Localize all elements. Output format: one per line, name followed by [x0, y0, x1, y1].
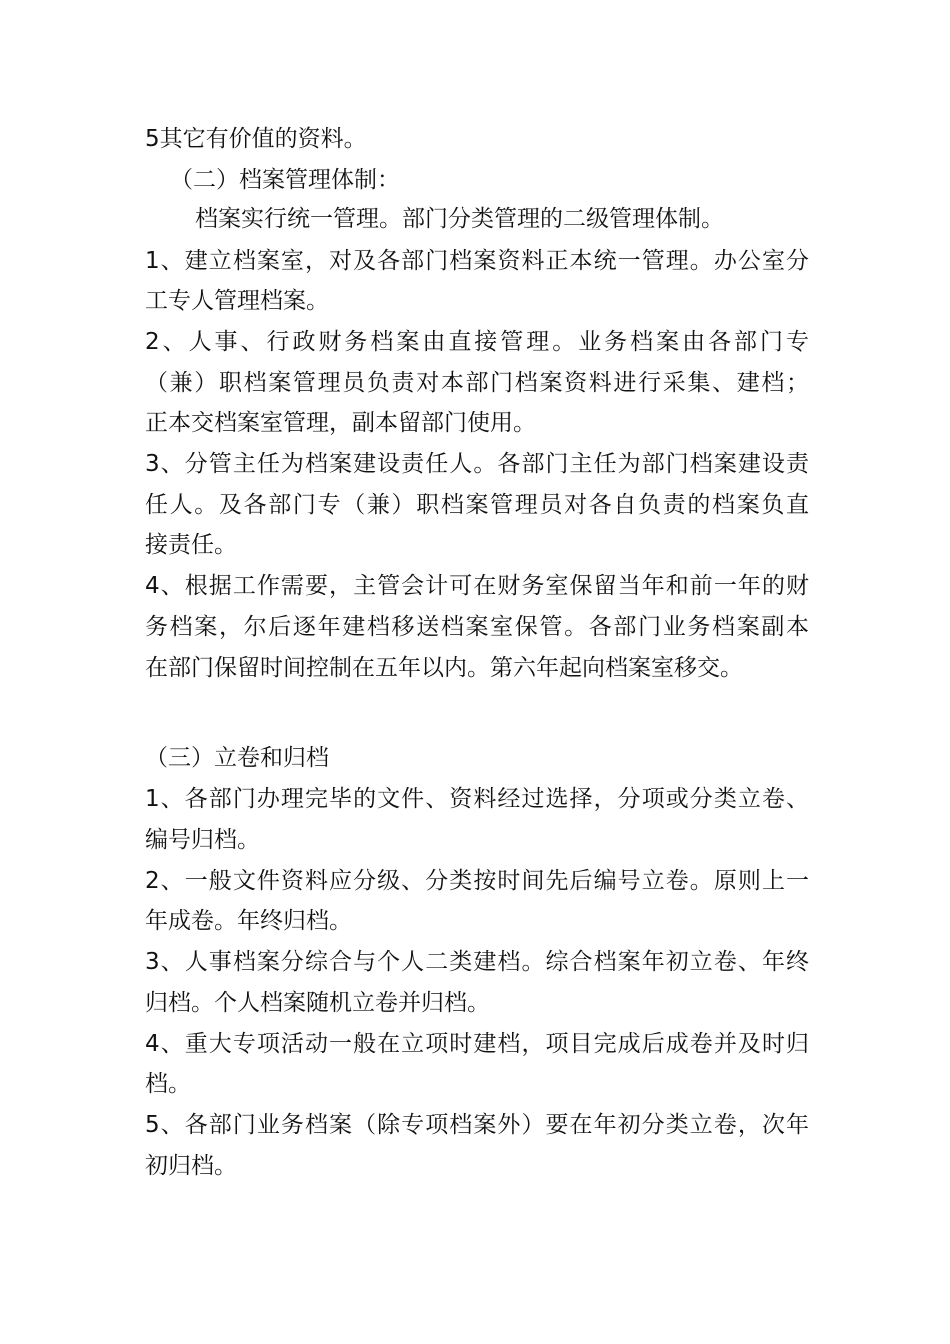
text-line-11: 接责任。 [145, 532, 237, 558]
text-line-24: 5、各部门业务档案（除专项档案外）要在年初分类立卷，次年 [145, 1112, 809, 1138]
text-line-10: 任人。及各部门专（兼）职档案管理员对各自负责的档案负直 [145, 492, 809, 518]
text-line-16: 1、各部门办理完毕的文件、资料经过选择，分项或分类立卷、 [145, 786, 809, 812]
text-line-12: 4、根据工作需要，主管会计可在财务室保留当年和前一年的财 [145, 573, 809, 599]
section-heading-3: （三）立卷和归档 [145, 745, 329, 771]
text-line-7: （兼）职档案管理员负责对本部门档案资料进行采集、建档； [145, 370, 809, 396]
text-line-20: 3、人事档案分综合与个人二类建档。综合档案年初立卷、年终 [145, 949, 809, 975]
text-line-5: 工专人管理档案。 [145, 288, 329, 314]
text-line-18: 2、一般文件资料应分级、分类按时间先后编号立卷。原则上一 [145, 868, 809, 894]
text-line-23: 档。 [145, 1071, 191, 1097]
section-heading-2: （二）档案管理体制： [170, 167, 400, 193]
text-line-19: 年成卷。年终归档。 [145, 908, 352, 934]
text-line-17: 编号归档。 [145, 827, 260, 853]
text-line-14: 在部门保留时间控制在五年以内。第六年起向档案室移交。 [145, 655, 743, 681]
text-line-25: 初归档。 [145, 1153, 237, 1179]
text-line-1: 5其它有价值的资料。 [145, 126, 367, 152]
text-line-4: 1、建立档案室，对及各部门档案资料正本统一管理。办公室分 [145, 248, 809, 274]
text-line-6: 2、人事、行政财务档案由直接管理。业务档案由各部门专 [145, 329, 809, 355]
text-line-9: 3、分管主任为档案建设责任人。各部门主任为部门档案建设责 [145, 451, 809, 477]
text-line-21: 归档。个人档案随机立卷并归档。 [145, 990, 490, 1016]
text-line-13: 务档案，尔后逐年建档移送档案室保管。各部门业务档案副本 [145, 614, 809, 640]
text-line-22: 4、重大专项活动一般在立项时建档，项目完成后成卷并及时归 [145, 1031, 809, 1057]
text-line-3: 档案实行统一管理。部门分类管理的二级管理体制。 [195, 206, 724, 232]
text-line-8: 正本交档案室管理，副本留部门使用。 [145, 410, 536, 436]
